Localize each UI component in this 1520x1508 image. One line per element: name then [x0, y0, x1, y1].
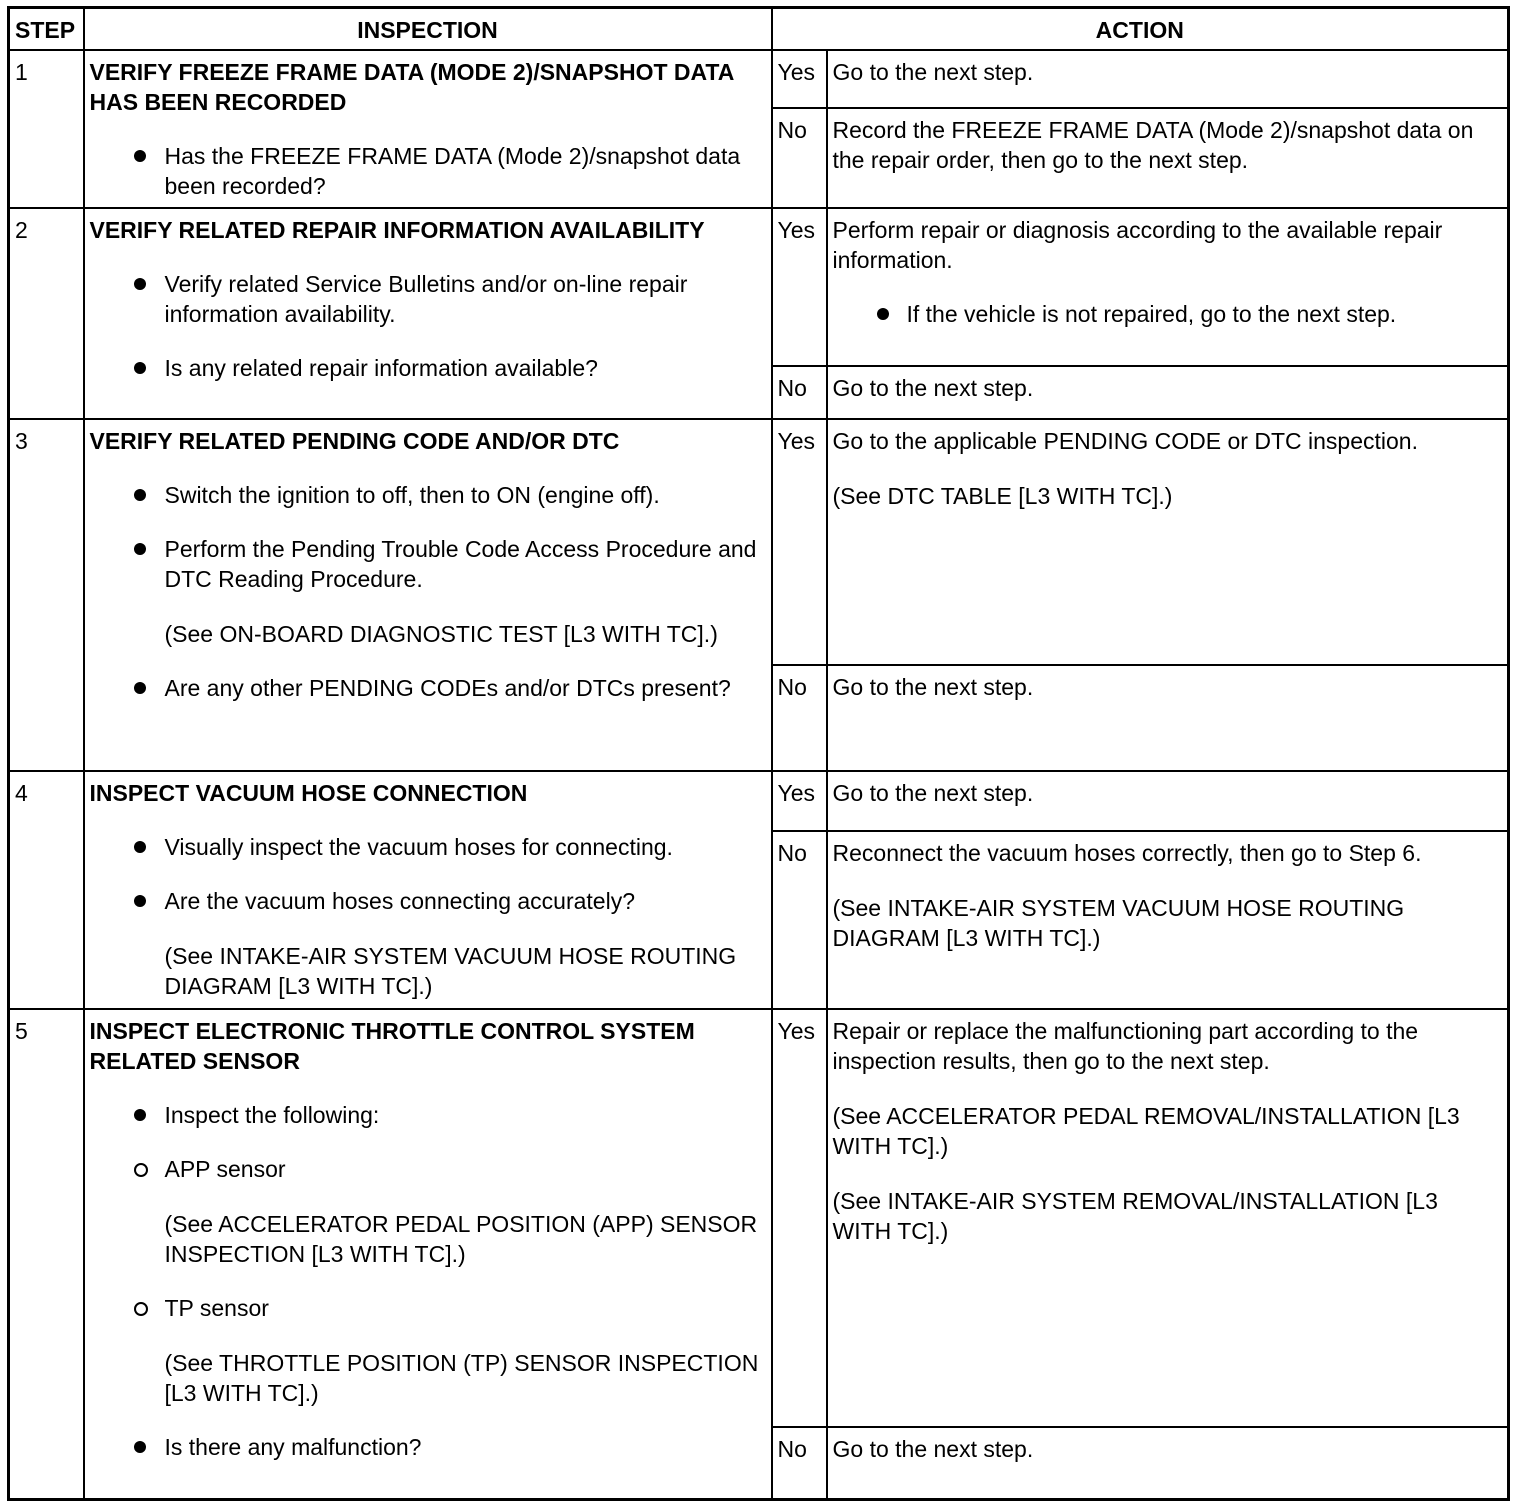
step-title: INSPECT ELECTRONIC THROTTLE CONTROL SYSTEM RELATED SENSOR [89, 1018, 695, 1074]
inspection-bullet: Switch the ignition to off, then to ON (engine off). [90, 480, 766, 510]
step-title: VERIFY FREEZE FRAME DATA (MODE 2)/SNAPSHOT DATA HAS BEEN RECORDED [89, 59, 734, 115]
step-1-yes-row [9, 50, 1509, 108]
reference-link[interactable]: (See DTC TABLE [L3 WITH TC].) [832, 483, 1173, 509]
step-title: VERIFY RELATED PENDING CODE AND/OR DTC [89, 428, 620, 454]
action-bullet: If the vehicle is not repaired, go to the next step. [833, 299, 1503, 329]
header-step: STEP [9, 8, 84, 51]
step-1-inspection [84, 50, 772, 208]
sub-item-label: TP sensor [164, 1295, 269, 1321]
step-5-yes-row [9, 1009, 1509, 1427]
yes-action: Go to the applicable PENDING CODE or DTC inspection. [832, 428, 1418, 454]
sub-item-app-sensor [90, 1154, 766, 1269]
inspection-bullet: Has the FREEZE FRAME DATA (Mode 2)/snapshot data been recorded? [90, 141, 766, 201]
inspection-bullet: Verify related Service Bulletins and/or on-line repair information availability. [90, 269, 766, 329]
yes-action-cell [827, 419, 1509, 665]
sub-item-tp-sensor [90, 1293, 766, 1408]
step-number: 5 [9, 1009, 84, 1499]
reference-link[interactable]: (See ACCELERATOR PEDAL POSITION (APP) SENSOR INSPECTION [L3 WITH TC].) [164, 1211, 758, 1267]
no-action: Go to the next step. [827, 665, 1509, 771]
step-3-inspection [84, 419, 772, 771]
inspection-bullet-text: Are the vacuum hoses connecting accurately? [164, 888, 635, 914]
inspection-bullet: Are any other PENDING CODEs and/or DTCs present? [90, 673, 766, 703]
no-label: No [772, 1427, 827, 1499]
inspection-bullet: Is there any malfunction? [90, 1432, 766, 1462]
yes-label: Yes [772, 208, 827, 366]
no-label: No [772, 108, 827, 208]
inspection-bullet-text: Inspect the following: [164, 1102, 380, 1128]
yes-action: Perform repair or diagnosis according to the available repair information. [832, 217, 1443, 273]
inspection-bullet: Visually inspect the vacuum hoses for connecting. [90, 832, 766, 862]
yes-action: Go to the next step. [827, 50, 1509, 108]
step-4-yes-row [9, 771, 1509, 831]
reference-link[interactable]: (See INTAKE-AIR SYSTEM VACUUM HOSE ROUTING DIAGRAM [L3 WITH TC].) [832, 895, 1405, 951]
step-3-yes-row [9, 419, 1509, 665]
inspection-bullet-with-ref [90, 534, 766, 649]
yes-action: Repair or replace the malfunctioning part according to the inspection results, then go to the next step. [832, 1018, 1419, 1074]
yes-label: Yes [772, 419, 827, 665]
no-action-cell [827, 831, 1509, 1009]
step-5-inspection [84, 1009, 772, 1499]
no-action: Record the FREEZE FRAME DATA (Mode 2)/snapshot data on the repair order, then go to the next step. [827, 108, 1509, 208]
yes-label: Yes [772, 771, 827, 831]
reference-link[interactable]: (See INTAKE-AIR SYSTEM VACUUM HOSE ROUTING DIAGRAM [L3 WITH TC].) [164, 943, 737, 999]
step-number: 1 [9, 50, 84, 208]
header-action: ACTION [772, 8, 1509, 51]
yes-label: Yes [772, 50, 827, 108]
step-title: VERIFY RELATED REPAIR INFORMATION AVAILABILITY [89, 217, 705, 243]
step-4-inspection [84, 771, 772, 1009]
no-label: No [772, 366, 827, 419]
inspection-bullet-with-ref [90, 886, 766, 1001]
step-2-yes-row [9, 208, 1509, 366]
step-number: 2 [9, 208, 84, 419]
reference-link[interactable]: (See ON-BOARD DIAGNOSTIC TEST [L3 WITH TC].) [164, 621, 718, 647]
no-action: Reconnect the vacuum hoses correctly, then go to Step 6. [832, 840, 1422, 866]
step-number: 4 [9, 771, 84, 1009]
no-action: Go to the next step. [827, 366, 1509, 419]
sub-item-label: APP sensor [164, 1156, 286, 1182]
header-inspection: INSPECTION [84, 8, 772, 51]
step-2-inspection [84, 208, 772, 419]
yes-action: Go to the next step. [827, 771, 1509, 831]
diagnostic-procedure-table [7, 6, 1510, 1501]
no-label: No [772, 831, 827, 1009]
inspection-bullet-text: Perform the Pending Trouble Code Access Procedure and DTC Reading Procedure. [164, 536, 757, 592]
no-label: No [772, 665, 827, 771]
yes-label: Yes [772, 1009, 827, 1427]
reference-link[interactable]: (See INTAKE-AIR SYSTEM REMOVAL/INSTALLATION [L3 WITH TC].) [832, 1188, 1438, 1244]
step-title: INSPECT VACUUM HOSE CONNECTION [89, 780, 528, 806]
yes-action-cell [827, 208, 1509, 366]
reference-link[interactable]: (See ACCELERATOR PEDAL REMOVAL/INSTALLATION [L3 WITH TC].) [832, 1103, 1460, 1159]
step-number: 3 [9, 419, 84, 771]
no-action: Go to the next step. [827, 1427, 1509, 1499]
yes-action-cell [827, 1009, 1509, 1427]
inspection-bullet-with-sublist [90, 1100, 766, 1408]
inspection-bullet: Is any related repair information available? [90, 353, 766, 383]
header-row [9, 8, 1509, 51]
reference-link[interactable]: (See THROTTLE POSITION (TP) SENSOR INSPECTION [L3 WITH TC].) [164, 1350, 759, 1406]
